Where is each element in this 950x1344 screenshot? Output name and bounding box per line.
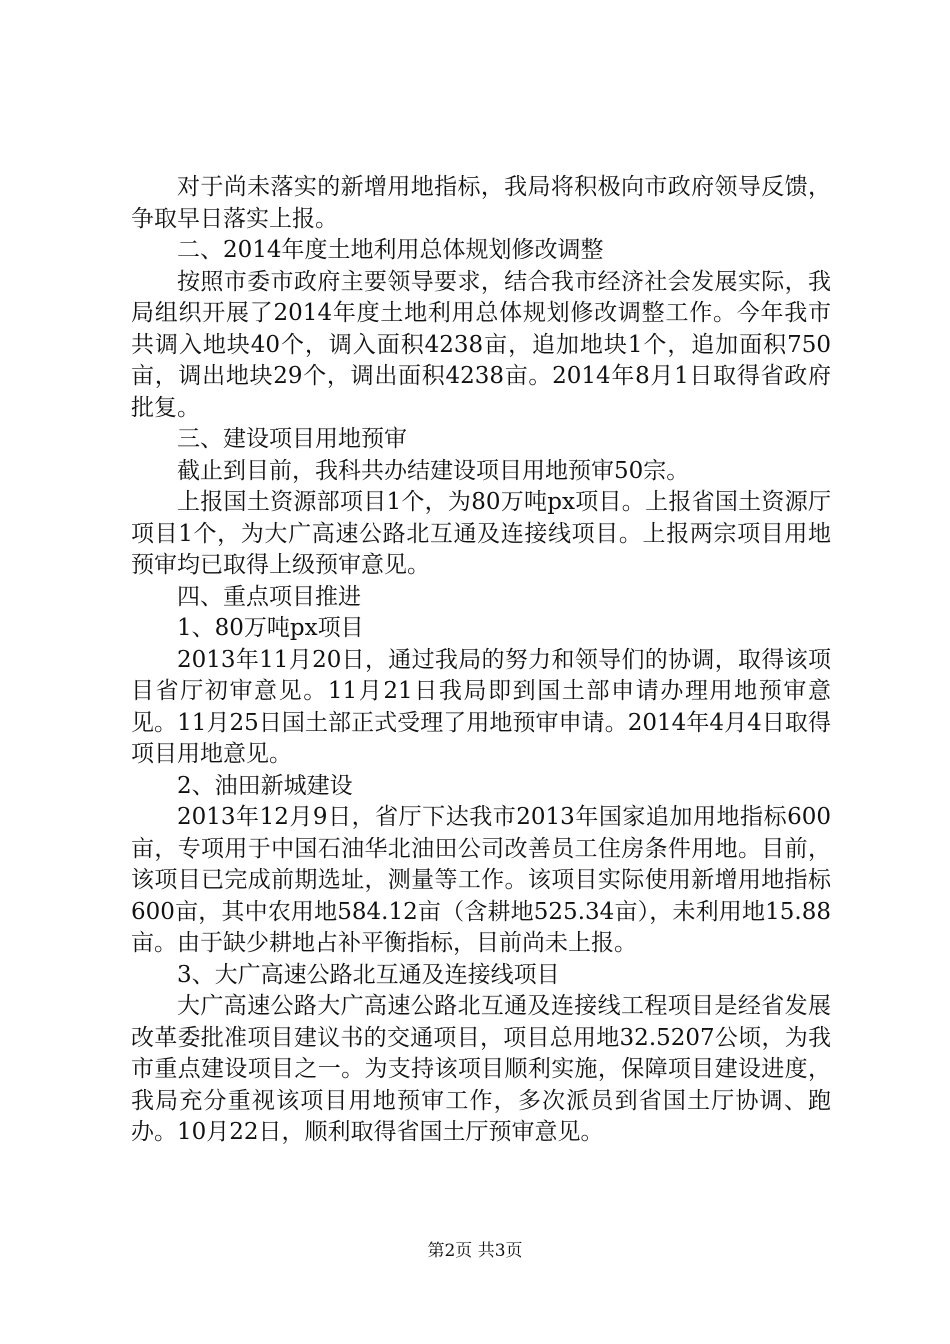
page-number-footer: 第2页 共3页: [427, 1241, 523, 1261]
section-heading-land-pre-review: 三、建设项目用地预审: [177, 426, 407, 452]
paragraph-indicator-feedback: 对于尚未落实的新增用地指标，我局将积极向市政府领导反馈，争取早日落实上报。: [131, 174, 831, 232]
subheading-expressway-project: 3、大广高速公路北互通及连接线项目: [177, 961, 560, 988]
document-body: [131, 172, 831, 1149]
paragraph-px-project: 2013年11月20日，通过我局的努力和领导们的协调，取得该项目省厅初审意见。11月21日我局即到国土部申请办理用地预审意见。11月25日国土部正式受理了用地预审申请。2014年4月4日取得项目用地意见。: [131, 646, 831, 767]
subheading-oilfield-new-town: 2、油田新城建设: [177, 772, 353, 799]
subheading-px-project: 1、80万吨px项目: [177, 615, 364, 641]
paragraph-oilfield-new-town: 2013年12月9日，省厅下达我市2013年国家追加用地指标600亩，专项用于中国石油华北油田公司改善员工住房条件用地。目前，该项目已完成前期选址，测量等工作。该项目实际使用新增用地指标600亩，其中农用地584.12亩（含耕地525.34亩），未利用地15.88亩。由于缺少耕地占补平衡指标，目前尚未上报。: [131, 804, 831, 956]
section-heading-key-projects: 四、重点项目推进: [177, 583, 361, 610]
section-heading-plan-revision: 二、2014年度土地利用总体规划修改调整: [177, 237, 604, 263]
paragraph-plan-revision: 按照市委市政府主要领导要求，结合我市经济社会发展实际，我局组织开展了2014年度土地利用总体规划修改调整工作。今年我市共调入地块40个，调入面积4238亩，追加地块1个，追加面积750亩，调出地块29个，调出面积4238亩。2014年8月1日取得省政府批复。: [131, 268, 831, 421]
paragraph-pre-review-count: 截止到目前，我科共办结建设项目用地预审50宗。: [177, 457, 690, 484]
paragraph-expressway-project: 大广高速公路大广高速公路北互通及连接线工程项目是经省发展改革委批准项目建议书的交通项目，项目总用地32.5207公顷，为我市重点建设项目之一。为支持该项目顺利实施，保障项目建设进度，我局充分重视该项目用地预审工作，多次派员到省国土厅协调、跑办。10月22日，顺利取得省国土厅预审意见。: [131, 993, 831, 1145]
paragraph-pre-review-projects: 上报国土资源部项目1个，为80万吨px项目。上报省国土资源厅项目1个，为大广高速公路北互通及连接线项目。上报两宗项目用地预审均已取得上级预审意见。: [131, 489, 831, 578]
